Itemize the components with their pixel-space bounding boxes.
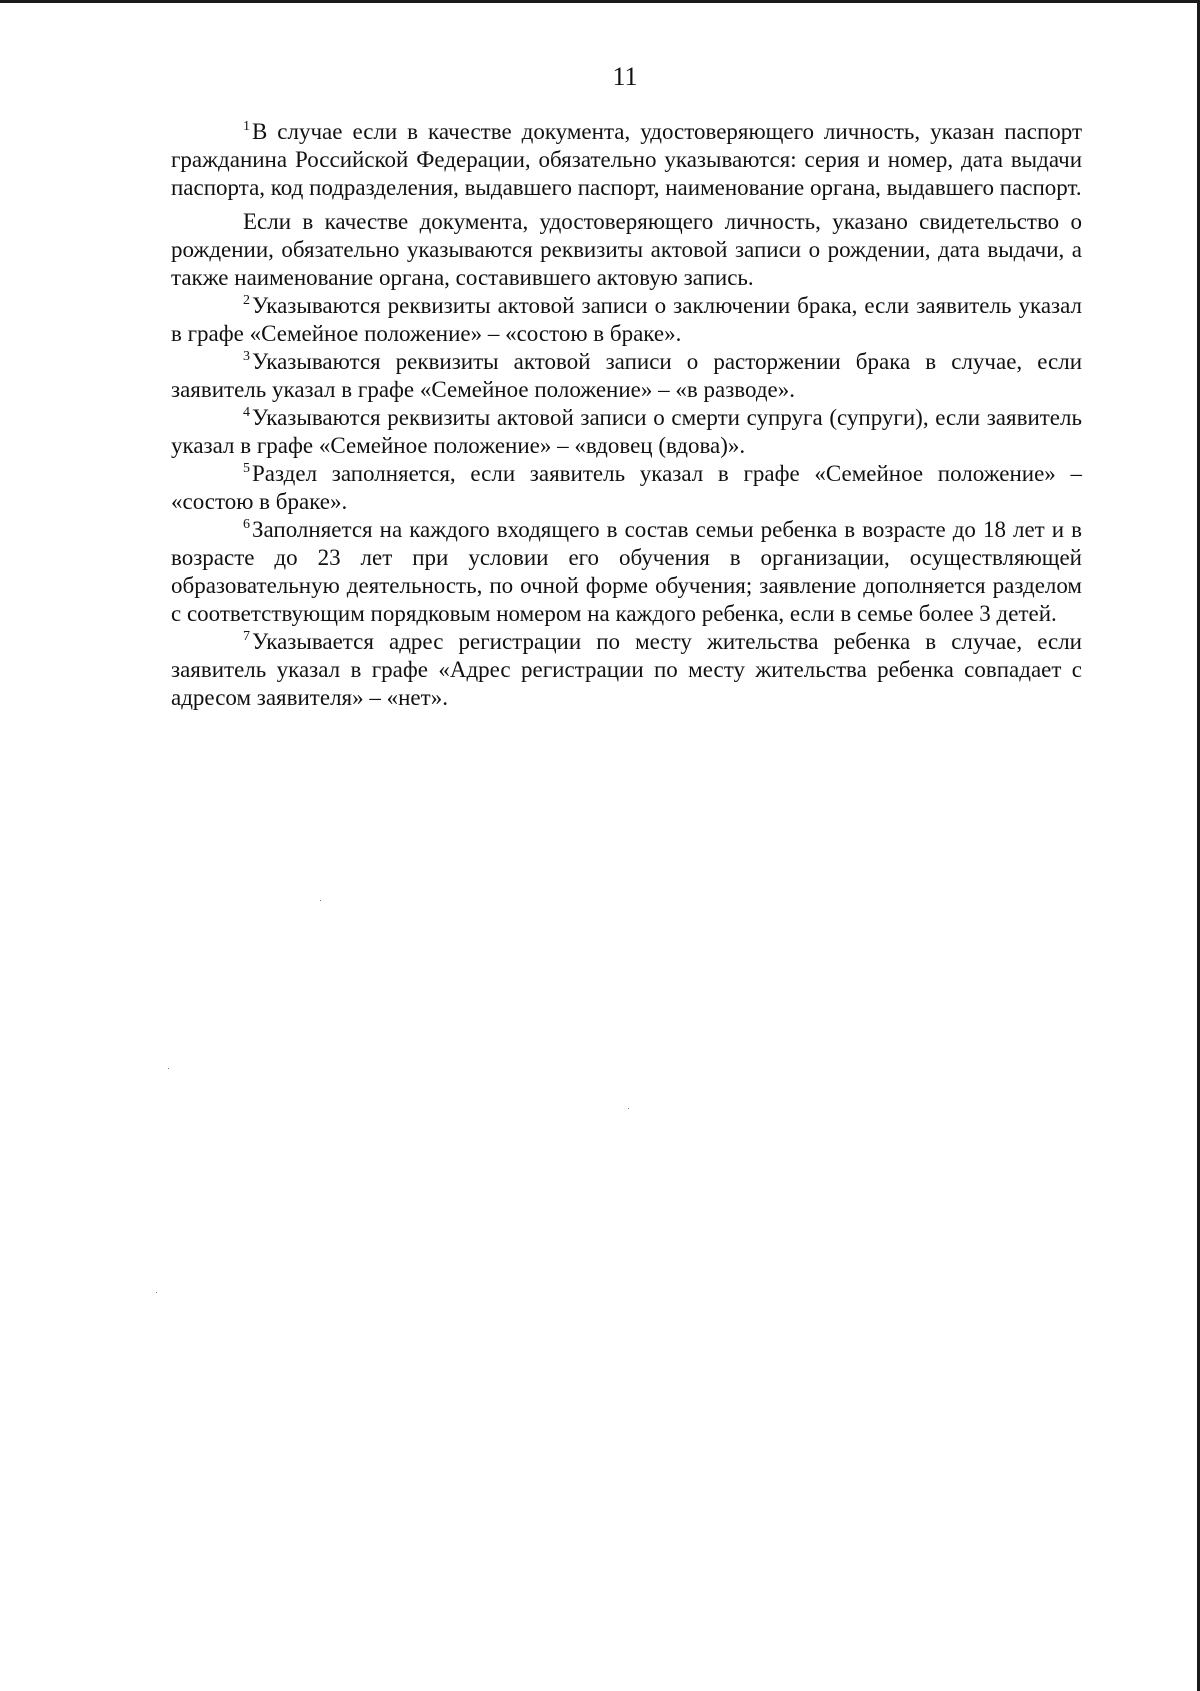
footnote-mark: 6 [243,517,250,532]
footnote-1-continuation [171,208,1082,292]
footnote-mark: 7 [243,629,250,644]
footnote-6 [171,516,1082,628]
footnote-4 [171,404,1082,460]
scan-speck [168,1068,169,1069]
footnote-text: Раздел заполняется, если заявитель указал в графе «Семейное положение» – «состою в браке». [171,461,1082,514]
footnote-3 [171,348,1082,404]
footnote-2 [171,292,1082,348]
footnote-5 [171,460,1082,516]
scan-speck [628,1108,629,1109]
footnote-7 [171,628,1082,712]
footnote-text: Указываются реквизиты актовой записи о смерти супруга (супруги), если заявитель указал в графе «Семейное положение» – «вдовец (вдова)». [171,405,1082,458]
footnote-text: Если в качестве документа, удостоверяющего личность, указано свидетельство о рождении, обязательно указываются реквизиты актовой записи о рождении, дата выдачи, а также наименование органа, составившего актовую запись. [171,209,1082,290]
footnote-text: Указываются реквизиты актовой записи о расторжении брака в случае, если заявитель указал в графе «Семейное положение» – «в разводе». [171,349,1082,402]
footnote-text: В случае если в качестве документа, удостоверяющего личность, указан паспорт гражданина Российской Федерации, обязательно указываются: серия и номер, дата выдачи паспорта, код подразделения, выдавшего паспорт, наименование органа, выдавшего паспорт. [171,119,1082,200]
scan-border-top [0,0,1200,3]
scan-speck [320,900,321,901]
footnote-text: Указывается адрес регистрации по месту жительства ребенка в случае, если заявитель указал в графе «Адрес регистрации по месту жительства ребенка совпадает с адресом заявителя» – «нет». [171,629,1082,710]
footnote-text: Заполняется на каждого входящего в состав семьи ребенка в возрасте до 18 лет и в возрасте до 23 лет при условии его обучения в организации, осуществляющей образовательную деятельность, по очной форме обучения; заявление дополняется разделом с соответствующим порядковым номером на каждого ребенка, если в семье более 3 детей. [171,517,1082,626]
scan-speck [156,1292,157,1293]
page-number: 11 [612,62,638,91]
footnote-text: Указываются реквизиты актовой записи о заключении брака, если заявитель указал в графе «Семейное положение» – «состою в браке». [171,293,1082,346]
footnotes-block [171,118,1082,712]
footnote-1 [171,118,1082,202]
footnote-mark: 3 [243,349,250,364]
footnote-mark: 5 [243,461,250,476]
footnote-mark: 2 [243,293,250,308]
footnote-mark: 4 [243,405,250,420]
footnote-mark: 1 [243,119,250,134]
